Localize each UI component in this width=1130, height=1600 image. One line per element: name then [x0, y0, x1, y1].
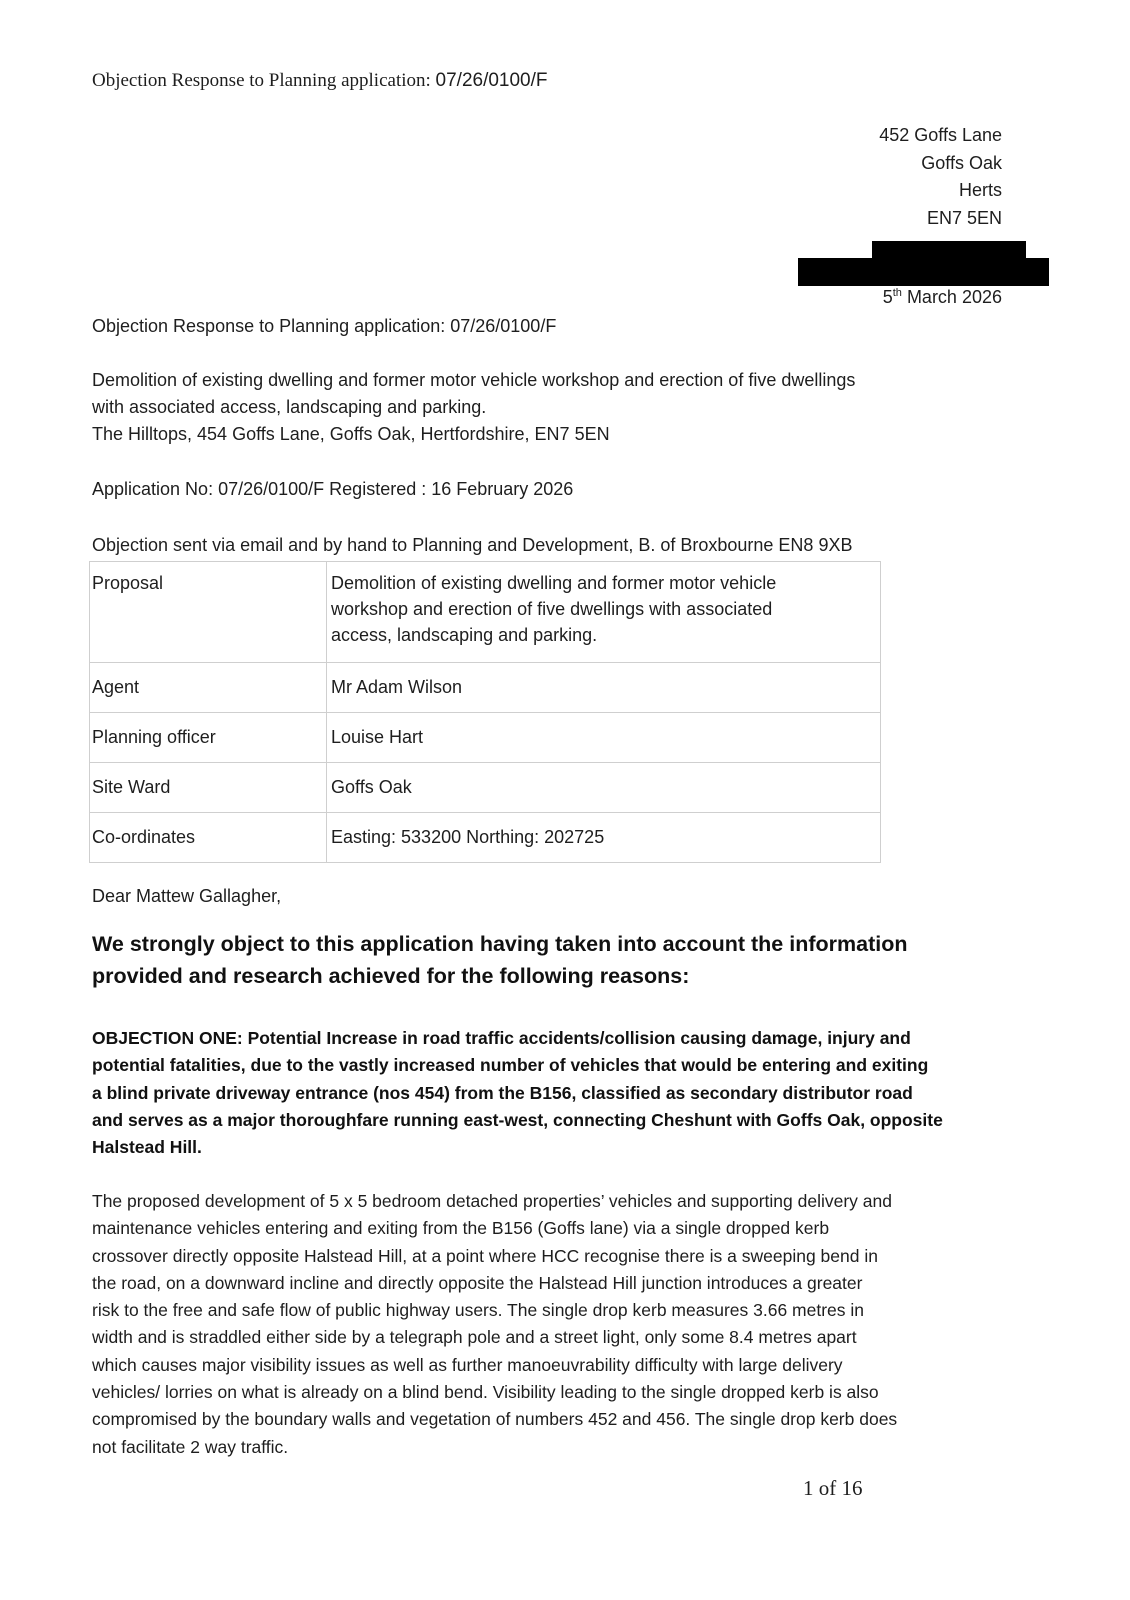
date-day: 5: [882, 287, 893, 307]
ward-value: Goffs Oak: [327, 763, 881, 813]
table-row: [90, 663, 881, 713]
header-prefix: Objection Response to Planning application:: [92, 70, 431, 91]
sent-via-line: Objection sent via email and by hand to Planning and Development, B. of Broxbourne EN8 9XB: [92, 535, 853, 555]
table-row: [90, 763, 881, 813]
paragraph-line: which causes major visibility issues as well as further manoeuvrability difficulty with large delivery: [92, 1354, 843, 1375]
coordinates-value: Easting: 533200 Northing: 202725: [327, 813, 881, 863]
ward-label: Site Ward: [90, 763, 327, 813]
proposal-line: access, landscaping and parking.: [331, 625, 598, 645]
description-line: Demolition of existing dwelling and former motor vehicle workshop and erection of five dwellings: [92, 370, 856, 390]
paragraph-line: the road, on a downward incline and directly opposite the Halstead Hill junction introduces a greater: [92, 1272, 863, 1293]
coordinates-label: Co-ordinates: [90, 813, 327, 863]
heading-line: provided and research achieved for the following reasons:: [92, 964, 690, 988]
table-row: [90, 713, 881, 763]
address-line: Herts: [958, 180, 1002, 200]
objection-one-line: Halstead Hill.: [92, 1137, 202, 1158]
application-number: Application No: 07/26/0100/F: [92, 479, 325, 499]
objection-title-line: Objection Response to Planning application: 07/26/0100/F: [92, 316, 557, 336]
paragraph-line: not facilitate 2 way traffic.: [92, 1436, 289, 1457]
application-number-line: [92, 476, 573, 503]
proposal-line: Demolition of existing dwelling and former motor vehicle: [331, 573, 777, 593]
objection-one-line: potential fatalities, due to the vastly increased number of vehicles that would be entering and exiting: [92, 1055, 929, 1076]
registered-date: Registered : 16 February 2026: [329, 479, 574, 499]
proposal-label: Proposal: [90, 562, 327, 663]
salutation: Dear Mattew Gallagher,: [92, 886, 282, 906]
paragraph-line: maintenance vehicles entering and exiting from the B156 (Goffs lane) via a single dropped kerb: [92, 1218, 830, 1239]
table-row: [90, 813, 881, 863]
paragraph-line: vehicles/ lorries on what is already on a blind bend. Visibility leading to the single dropped kerb is also: [92, 1382, 879, 1403]
objection-one-line: OBJECTION ONE: Potential Increase in road traffic accidents/collision causing damage, injury and: [92, 1028, 911, 1048]
objection-paragraph: [92, 1188, 1047, 1461]
application-details-table: [89, 561, 881, 863]
objection-heading: [92, 928, 1042, 992]
address-line: Goffs Oak: [921, 152, 1002, 173]
objection-one-line: and serves as a major thoroughfare running east-west, connecting Cheshunt with Goffs Oak, opposite: [92, 1109, 943, 1130]
agent-value: Mr Adam Wilson: [327, 663, 881, 713]
header-reference: 07/26/0100/F: [435, 70, 548, 91]
officer-value: Louise Hart: [327, 713, 881, 763]
page-number: 1 of 16: [803, 1476, 863, 1500]
redaction-bar: [798, 258, 1049, 286]
date-month-year: March 2026: [906, 287, 1002, 307]
objection-one-line: a blind private driveway entrance (nos 454) from the B156, classified as secondary distributor road: [92, 1082, 913, 1103]
application-description: [92, 367, 1042, 448]
sender-address: [879, 122, 1002, 232]
letter-date: [883, 287, 1002, 308]
officer-label: Planning officer: [90, 713, 327, 763]
table-row: [90, 562, 881, 663]
agent-label: Agent: [90, 663, 327, 713]
heading-line: We strongly object to this application having taken into account the information: [92, 932, 908, 956]
description-line: with associated access, landscaping and parking.: [92, 397, 487, 417]
paragraph-line: risk to the free and safe flow of public highway users. The single drop kerb measures 3.66 metres in: [92, 1300, 865, 1321]
objection-one: [92, 1025, 1047, 1161]
address-line: EN7 5EN: [926, 207, 1002, 228]
paragraph-line: The proposed development of 5 x 5 bedroom detached properties’ vehicles and supporting delivery and: [92, 1191, 892, 1211]
proposal-value: [327, 562, 881, 663]
paragraph-line: compromised by the boundary walls and vegetation of numbers 452 and 456. The single drop kerb does: [92, 1409, 898, 1430]
address-line: 452 Goffs Lane: [879, 125, 1002, 145]
document-header: [92, 70, 548, 92]
date-suffix: th: [892, 287, 902, 299]
paragraph-line: crossover directly opposite Halstead Hill, at a point where HCC recognise there is a sweeping bend in: [92, 1245, 878, 1266]
paragraph-line: width and is straddled either side by a telegraph pole and a street light, only some 8.4 metres apart: [92, 1327, 857, 1348]
proposal-line: workshop and erection of five dwellings with associated: [331, 599, 773, 619]
site-address-line: The Hilltops, 454 Goffs Lane, Goffs Oak, Hertfordshire, EN7 5EN: [92, 424, 610, 444]
